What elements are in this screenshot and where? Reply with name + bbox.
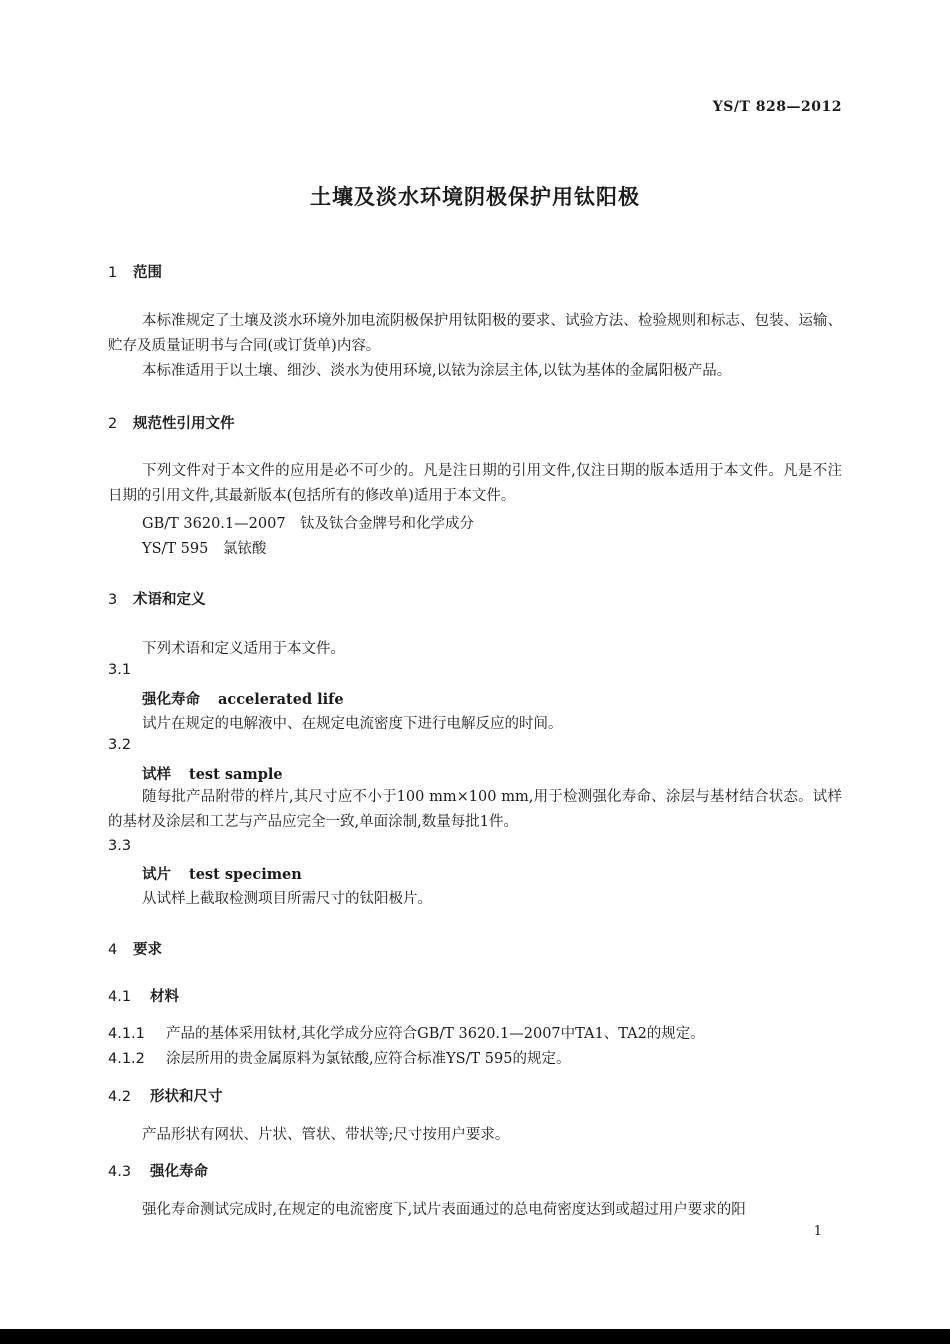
term-3-2 bbox=[142, 763, 283, 784]
subsection-4-1-heading bbox=[108, 985, 179, 1006]
term-3-3 bbox=[142, 863, 302, 884]
clause-4-1-1 bbox=[108, 1022, 705, 1043]
section-number: 3 bbox=[108, 592, 118, 608]
term-3-1 bbox=[142, 688, 344, 709]
document-title: 土壤及淡水环境阴极保护用钛阳极 bbox=[310, 184, 640, 209]
clause-text: 涂层所用的贵金属原料为氯铱酸,应符合标准YS/T 595的规定。 bbox=[166, 1051, 571, 1067]
subsection-number: 4.1 bbox=[108, 989, 132, 1005]
section-title: 范围 bbox=[133, 265, 162, 281]
sec3-intro: 下列术语和定义适用于本文件。 bbox=[142, 641, 345, 657]
term-zh: 强化寿命 bbox=[142, 691, 200, 708]
sec2-paragraph-1: 下列文件对于本文件的应用是必不可少的。凡是注日期的引用文件,仅注日期的版本适用于本文件。凡是不注日期的引用文件,其最新版本(包括所有的修改单)适用于本文件。 bbox=[108, 463, 842, 504]
term-en: accelerated life bbox=[218, 691, 344, 708]
subsection-title: 强化寿命 bbox=[150, 1164, 208, 1180]
subsection-title: 形状和尺寸 bbox=[150, 1089, 223, 1105]
term-zh: 试片 bbox=[142, 866, 171, 883]
section-title: 规范性引用文件 bbox=[133, 416, 235, 432]
section-title: 术语和定义 bbox=[133, 592, 206, 608]
section-number: 4 bbox=[108, 942, 118, 958]
subsection-4-2-text: 产品形状有网状、片状、管状、带状等;尺寸按用户要求。 bbox=[142, 1127, 510, 1143]
subsection-4-2-heading bbox=[108, 1085, 223, 1106]
subsection-number: 4.2 bbox=[108, 1089, 132, 1105]
section-1-heading bbox=[108, 261, 162, 282]
section-number: 2 bbox=[108, 416, 118, 432]
subsection-title: 材料 bbox=[150, 989, 179, 1005]
term-3-3-definition: 从试样上截取检测项目所需尺寸的钛阳极片。 bbox=[142, 891, 432, 907]
section-number: 1 bbox=[108, 265, 118, 281]
term-en: test sample bbox=[189, 766, 283, 783]
clause-number: 4.1.2 bbox=[108, 1051, 145, 1067]
reference-gb-t-3620: GB/T 3620.1—2007 钛及钛合金牌号和化学成分 bbox=[142, 516, 475, 532]
clause-text: 产品的基体采用钛材,其化学成分应符合GB/T 3620.1—2007中TA1、TA2的规定。 bbox=[166, 1026, 705, 1042]
section-title: 要求 bbox=[133, 942, 162, 958]
clause-number: 4.1.1 bbox=[108, 1026, 145, 1042]
term-3-3-number: 3.3 bbox=[108, 838, 132, 854]
subsection-4-3-text: 强化寿命测试完成时,在规定的电流密度下,试片表面通过的总电荷密度达到或超过用户要求的阳 bbox=[142, 1202, 746, 1218]
term-en: test specimen bbox=[189, 866, 302, 883]
page-number: 1 bbox=[813, 1224, 822, 1239]
sec1-paragraph-1: 本标准规定了土壤及淡水环境外加电流阴极保护用钛阳极的要求、试验方法、检验规则和标志、包装、运输、贮存及质量证明书与合同(或订货单)内容。 bbox=[108, 313, 842, 354]
clause-4-1-2 bbox=[108, 1047, 570, 1068]
term-zh: 试样 bbox=[142, 766, 171, 783]
section-3-heading bbox=[108, 588, 206, 609]
section-2-heading bbox=[108, 412, 235, 433]
section-4-heading bbox=[108, 938, 162, 959]
term-3-1-number: 3.1 bbox=[108, 662, 132, 678]
term-3-2-definition: 随每批产品附带的样片,其尺寸应不小于100 mm×100 mm,用于检测强化寿命、涂层与基材结合状态。试样的基材及涂层和工艺与产品应完全一致,单面涂制,数量每批1件。 bbox=[108, 789, 842, 830]
reference-ys-t-595: YS/T 595 氯铱酸 bbox=[142, 541, 267, 557]
bottom-border bbox=[0, 1329, 950, 1344]
subsection-4-3-heading bbox=[108, 1160, 208, 1181]
subsection-number: 4.3 bbox=[108, 1164, 132, 1180]
standard-code: YS/T 828—2012 bbox=[712, 99, 842, 115]
sec1-paragraph-2: 本标准适用于以土壤、细沙、淡水为使用环境,以铱为涂层主体,以钛为基体的金属阳极产品。 bbox=[142, 363, 732, 379]
term-3-1-definition: 试片在规定的电解液中、在规定电流密度下进行电解反应的时间。 bbox=[142, 716, 563, 732]
term-3-2-number: 3.2 bbox=[108, 737, 132, 753]
